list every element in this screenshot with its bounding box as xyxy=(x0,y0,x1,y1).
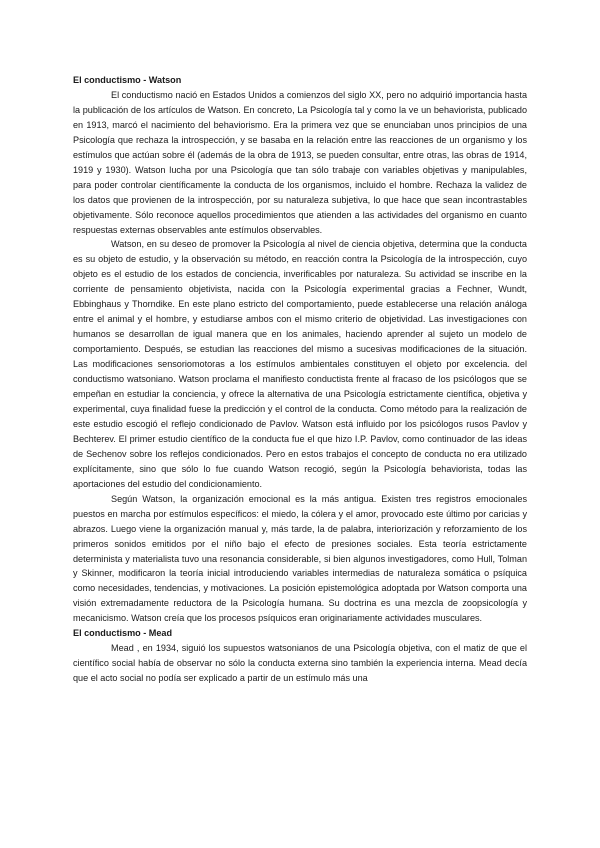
paragraph-watson-2: Watson, en su deseo de promover la Psicología al nivel de ciencia objetiva, determina que la conducta es su objeto de estudio, y la observación su método, en reacción contra la Psicología de la introspección, cuyo objeto es el estudio de los estados de conciencia, inverificables por naturaleza. Su actividad se inscribe en la corriente de pensamiento objetivista, nacida con la Psicología experimental gracias a Fechner, Wundt, Ebbinghaus y Thorndike. En este plano estricto del comportamiento, puede establecerse una relación análoga entre el animal y el hombre, y estudiarse ambos con el mismo criterio de objetividad. Las investigaciones con humanos se desarrollan de igual manera que en los animales, haciendo aprender al sujeto un modelo de comportamiento. Después, se estudian las reacciones del mismo a sucesivas modificaciones de la situación. Las modificaciones sensoriomotoras a los estímulos ambientales constituyen el objeto por excelencia. del conductismo watsoniano. Watson proclama el manifiesto conductista frente al fracaso de los psicólogos que se empeñan en estudiar la conciencia, y ofrece la alternativa de una Psicología estrictamente científica, objetiva y experimental, cuya finalidad fuese la predicción y el control de la conducta. Como método para la realización de este estudio escogió el reflejo condicionado de Pavlov. Watson está influido por los psicólogos rusos Pavlov y Bechterev. El primer estudio científico de la conducta fue el que hizo I.P. Pavlov, como continuador de las ideas de Sechenov sobre los reflejos condicionados. Pero en estos trabajos el concepto de conducta no era utilizado explícitamente, sino que sólo lo fue cuando Watson recogió, según la Psicología behaviorista, todas las aportaciones del estudio del condicionamiento. xyxy=(73,239,527,489)
paragraph-watson-1: El conductismo nació en Estados Unidos a comienzos del siglo XX, pero no adquirió importancia hasta la publicación de los artículos de Watson. En concreto, La Psicología tal y como la ve un behaviorista, publicado en 1913, marcó el nacimiento del behaviorismo. Era la primera vez que se enunciaban unos principios de una Psicología que rechaza la introspección, y se basaba en la relación entre las reacciones de un organismo y los estímulos que actúan sobre él (además de la obra de 1913, se pueden consultar, entre otras, las obras de 1914, 1919 y 1930). Watson lucha por una Psicología que tan sólo trabaje con variables objetivas y manipulables, para poder controlar científicamente la conducta de los organismos, incluido el hombre. Rechaza la validez de los datos que provienen de la introspección, por su naturaleza subjetiva, lo que hace que sean incontrastables objetivamente. Sólo reconoce aquellos procedimientos que atienden a las actividades del organismo en cuanto respuestas externas observables ante estímulos observables. xyxy=(73,89,527,235)
paragraph-mead-1: Mead , en 1934, siguió los supuestos watsonianos de una Psicología objetiva, con el matiz de que el científico social había de observar no sólo la conducta externa sino también la experiencia interna. Mead decía que el acto social no podía ser explicado a partir de un estímulo más una xyxy=(73,643,527,684)
section-title-mead: El conductismo - Mead xyxy=(73,628,173,639)
section-title-watson: El conductismo - Watson xyxy=(73,75,182,85)
paragraph-watson-3: Según Watson, la organización emocional es la más antigua. Existen tres registros emocionales puestos en marcha por estímulos específicos: el miedo, la cólera y el amor, provocado este último por caricias y abrazos. Luego viene la organización manual y, más tarde, la de palabra, interiorización y reforzamiento de los primeros sonidos emitidos por el niño bajo el efecto de presiones sociales. Esta teoría estrictamente determinista y materialista tuvo una resonancia considerable, si bien algunos investigadores, como Hull, Tolman y Skinner, modificaron la teoría inicial introduciendo variables intermedias de naturaleza somática o psíquica como necesidades, tendencias, y motivaciones. La posición epistemológica adoptada por Watson comporta una visión extremadamente reductora de la Psicología humana. Su doctrina es una mezcla de zoopsicología y mecanicismo. Watson creía que los procesos psíquicos eran originariamente actividades musculares. xyxy=(73,493,527,624)
document-body xyxy=(73,73,527,686)
